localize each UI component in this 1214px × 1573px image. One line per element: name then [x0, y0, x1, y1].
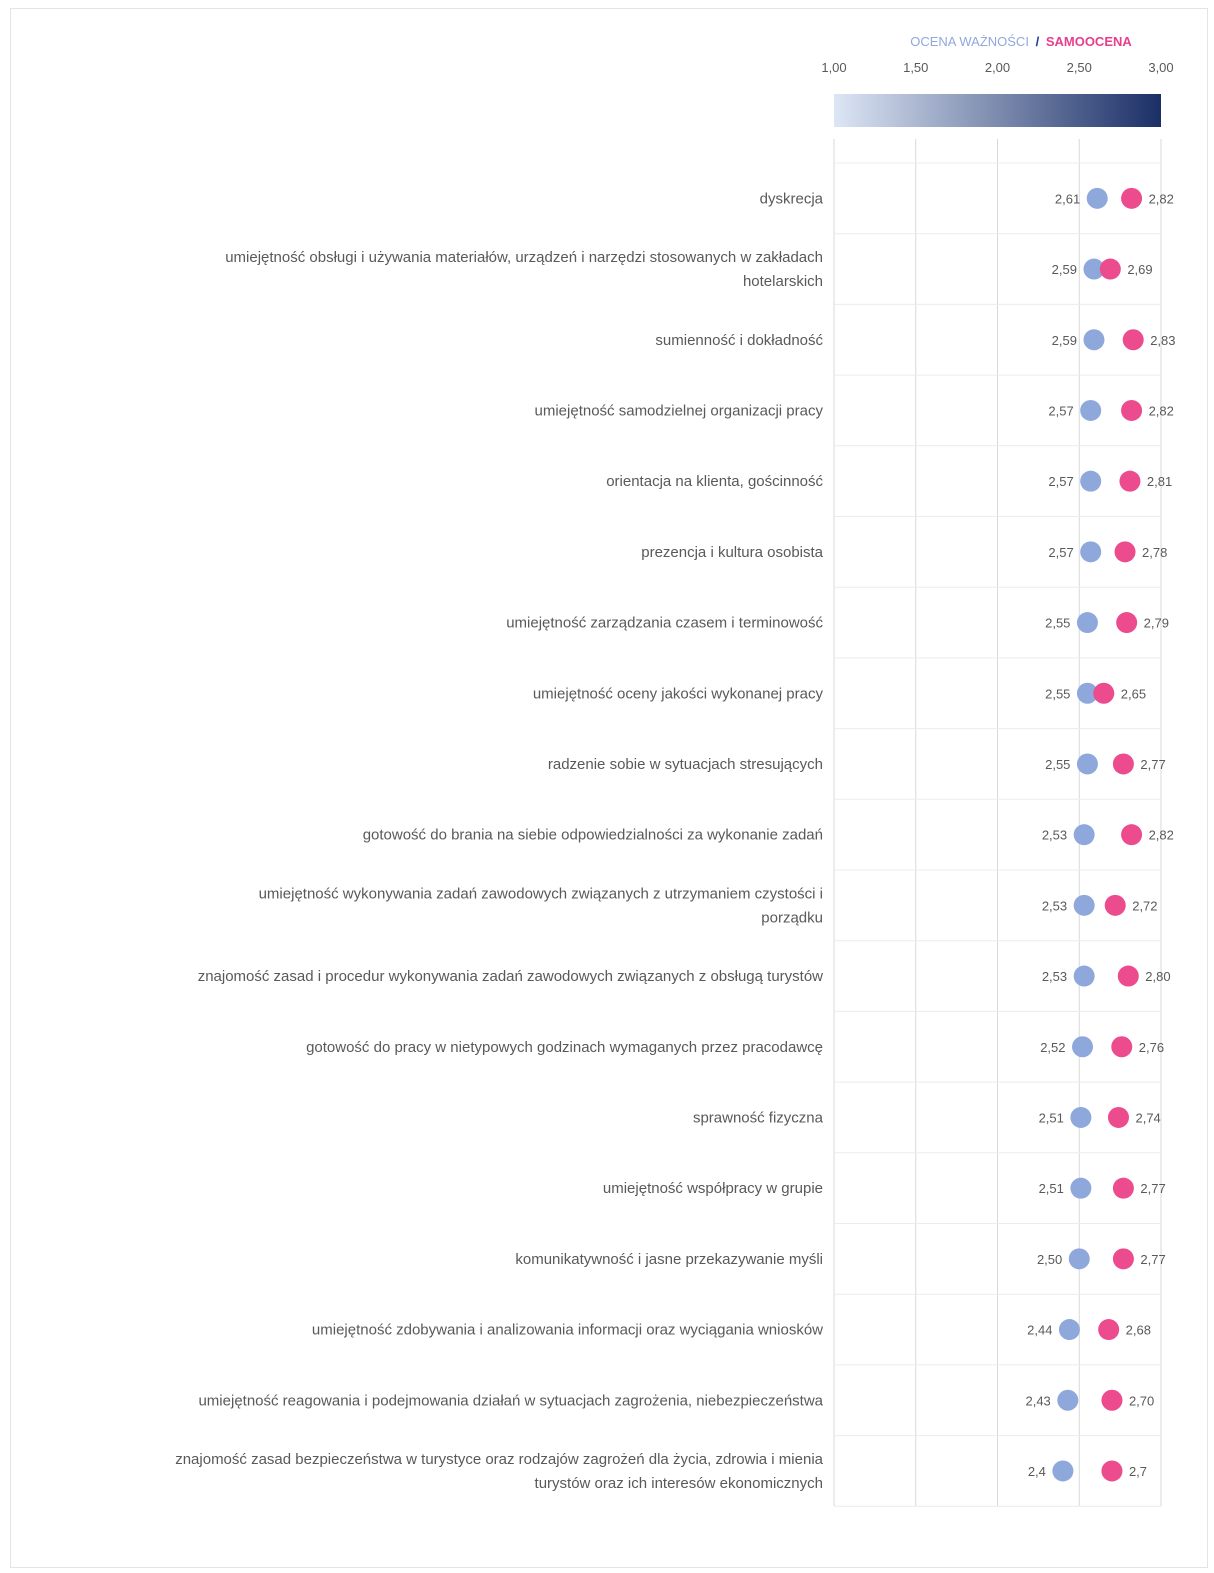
self-assessment-value-label: 2,7: [1128, 1463, 1148, 1479]
importance-value-label: 2,52: [1040, 1039, 1066, 1055]
importance-point: [1052, 1460, 1073, 1481]
x-tick-label: 1,50: [903, 60, 929, 75]
self-assessment-point: [1105, 895, 1126, 916]
self-assessment-point: [1113, 1178, 1134, 1199]
category-label: komunikatywność i jasne przekazywanie myśli: [515, 1250, 823, 1268]
dot-chart: [11, 9, 1207, 1567]
self-assessment-value-label: 2,76: [1138, 1039, 1165, 1055]
importance-value-label: 2,55: [1045, 615, 1071, 631]
self-assessment-value-label: 2,82: [1148, 827, 1174, 843]
self-assessment-point: [1098, 1319, 1119, 1340]
self-assessment-point: [1121, 400, 1142, 421]
category-label: gotowość do brania na siebie odpowiedzialności za wykonanie zadań: [362, 826, 823, 844]
category-label: orientacja na klienta, gościnność: [606, 473, 823, 491]
importance-value-label: 2,43: [1025, 1393, 1051, 1409]
self-assessment-point: [1100, 259, 1121, 280]
importance-point: [1074, 824, 1095, 845]
self-assessment-value-label: 2,74: [1135, 1110, 1161, 1126]
self-assessment-value-label: 2,77: [1140, 1251, 1166, 1267]
grid-lines: [834, 139, 1161, 1506]
category-label: umiejętność obsługi i używania materiałów, urządzeń i narzędzi stosowanych w zakładach hotelarskich: [225, 249, 823, 291]
importance-point: [1069, 1248, 1090, 1269]
category-label: umiejętność reagowania i podejmowania działań w sytuacjach zagrożenia, niebezpieczeństwa: [198, 1392, 823, 1410]
chart-frame: [10, 8, 1208, 1568]
category-label: umiejętność samodzielnej organizacji pracy: [534, 402, 823, 420]
category-labels: [175, 190, 823, 1492]
self-assessment-value-label: 2,78: [1142, 544, 1168, 560]
importance-point: [1070, 1107, 1091, 1128]
category-label: umiejętność współpracy w grupie: [602, 1180, 823, 1198]
importance-point: [1083, 329, 1104, 350]
category-label: znajomość zasad bezpieczeństwa w turystyce oraz rodzajów zagrożeń dla życia, zdrowia i mienia turystów oraz ich interesów ekonomicznych: [175, 1450, 823, 1492]
self-assessment-value-label: 2,82: [1148, 191, 1174, 207]
importance-value-label: 2,4: [1027, 1463, 1046, 1479]
category-label: dyskrecja: [759, 190, 823, 208]
category-label: umiejętność oceny jakości wykonanej pracy: [532, 685, 823, 703]
importance-point: [1087, 188, 1108, 209]
legend-title: [910, 34, 1132, 49]
legend-separator: /: [1035, 34, 1040, 49]
importance-value-label: 2,50: [1036, 1251, 1063, 1267]
self-assessment-point: [1121, 824, 1142, 845]
x-tick-label: 2,00: [984, 60, 1011, 75]
self-assessment-point: [1093, 683, 1114, 704]
category-label: sprawność fizyczna: [692, 1109, 823, 1127]
importance-value-label: 2,53: [1041, 827, 1068, 843]
self-assessment-value-label: 2,83: [1150, 332, 1176, 348]
self-assessment-value-label: 2,77: [1140, 1181, 1166, 1197]
importance-value-label: 2,57: [1048, 544, 1074, 560]
self-assessment-point: [1123, 329, 1144, 350]
self-assessment-point: [1101, 1460, 1122, 1481]
importance-point: [1080, 471, 1101, 492]
self-assessment-value-label: 2,72: [1132, 898, 1158, 914]
legend-self-label: SAMOOCENA: [1045, 34, 1132, 49]
x-tick-label: 1,00: [821, 60, 847, 75]
importance-point: [1074, 895, 1095, 916]
x-axis-tick-labels: [821, 60, 1173, 75]
category-label: radzenie sobie w sytuacjach stresujących: [547, 755, 823, 773]
legend-importance-label: OCENA WAŻNOŚCI: [910, 34, 1029, 49]
self-assessment-point: [1115, 541, 1136, 562]
category-label: znajomość zasad i procedur wykonywania zadań zawodowych związanych z obsługą turystów: [197, 968, 823, 986]
data-marks: [1025, 188, 1175, 1482]
self-assessment-value-label: 2,79: [1143, 615, 1169, 631]
importance-value-label: 2,57: [1048, 474, 1074, 490]
importance-point: [1059, 1319, 1080, 1340]
importance-point: [1077, 753, 1098, 774]
x-tick-label: 2,50: [1066, 60, 1092, 75]
importance-value-label: 2,51: [1038, 1110, 1064, 1126]
importance-value-label: 2,55: [1045, 756, 1071, 772]
importance-point: [1072, 1036, 1093, 1057]
self-assessment-point: [1121, 188, 1142, 209]
importance-value-label: 2,61: [1054, 191, 1081, 207]
importance-value-label: 2,53: [1041, 969, 1068, 985]
importance-value-label: 2,44: [1027, 1322, 1053, 1338]
importance-value-label: 2,53: [1041, 898, 1068, 914]
self-assessment-point: [1108, 1107, 1129, 1128]
self-assessment-value-label: 2,77: [1140, 756, 1166, 772]
self-assessment-value-label: 2,69: [1127, 262, 1153, 278]
self-assessment-value-label: 2,82: [1148, 403, 1174, 419]
self-assessment-value-label: 2,70: [1128, 1393, 1155, 1409]
self-assessment-value-label: 2,68: [1125, 1322, 1151, 1338]
self-assessment-point: [1111, 1036, 1132, 1057]
self-assessment-value-label: 2,80: [1145, 969, 1171, 985]
importance-point: [1074, 966, 1095, 987]
self-assessment-point: [1116, 612, 1137, 633]
importance-point: [1070, 1178, 1091, 1199]
importance-value-label: 2,51: [1038, 1181, 1064, 1197]
importance-value-label: 2,55: [1045, 686, 1071, 702]
self-assessment-point: [1113, 1248, 1134, 1269]
self-assessment-value-label: 2,65: [1120, 686, 1147, 702]
x-tick-label: 3,00: [1148, 60, 1174, 75]
category-label: umiejętność zdobywania i analizowania informacji oraz wyciągania wniosków: [311, 1321, 823, 1339]
importance-point: [1080, 541, 1101, 562]
category-label: prezencja i kultura osobista: [641, 543, 823, 561]
self-assessment-value-label: 2,81: [1146, 474, 1173, 490]
scale-gradient-bar: [834, 94, 1161, 127]
importance-point: [1077, 612, 1098, 633]
importance-point: [1057, 1390, 1078, 1411]
self-assessment-point: [1118, 966, 1139, 987]
importance-value-label: 2,59: [1051, 262, 1077, 278]
importance-value-label: 2,59: [1051, 332, 1077, 348]
category-label: gotowość do pracy w nietypowych godzinach wymaganych przez pracodawcę: [306, 1038, 823, 1056]
self-assessment-point: [1101, 1390, 1122, 1411]
importance-value-label: 2,57: [1048, 403, 1074, 419]
importance-point: [1080, 400, 1101, 421]
category-label: umiejętność zarządzania czasem i terminowość: [506, 614, 823, 632]
category-label: umiejętność wykonywania zadań zawodowych związanych z utrzymaniem czystości i porządku: [258, 885, 823, 927]
self-assessment-point: [1113, 753, 1134, 774]
self-assessment-point: [1119, 471, 1140, 492]
category-label: sumienność i dokładność: [655, 331, 823, 349]
